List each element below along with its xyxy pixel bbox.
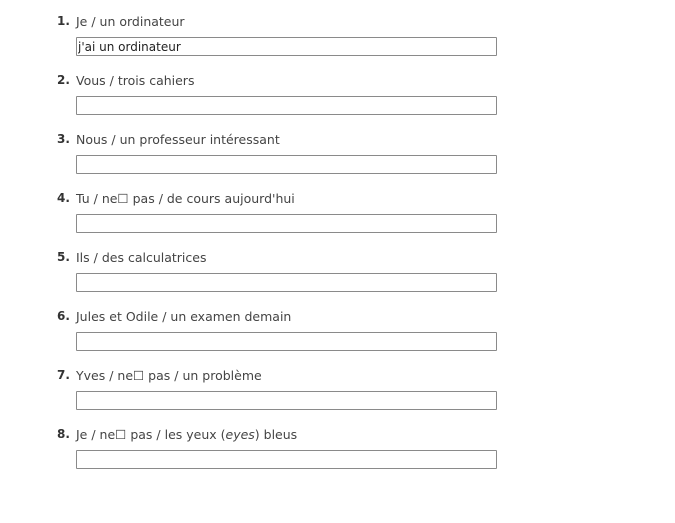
- item-prompt: Nous / un professeur intéressant: [76, 132, 280, 147]
- exercise-item-3: [0, 118, 675, 177]
- exercise-item-5: [0, 236, 675, 295]
- item-number: 3.: [57, 132, 70, 146]
- item-number: 8.: [57, 427, 70, 441]
- item-number: 2.: [57, 73, 70, 87]
- exercise-item-1: [0, 0, 675, 59]
- item-prompt: Tu / ne☐ pas / de cours aujourd'hui: [76, 191, 295, 206]
- item-prompt: Je / un ordinateur: [76, 14, 185, 29]
- prompt-text-before: Je / ne☐ pas / les yeux (: [76, 427, 226, 442]
- answer-input-4[interactable]: [76, 214, 497, 233]
- answer-input-7[interactable]: [76, 391, 497, 410]
- item-prompt: Jules et Odile / un examen demain: [76, 309, 292, 324]
- item-prompt: Vous / trois cahiers: [76, 73, 195, 88]
- prompt-text-italic: eyes: [225, 427, 255, 442]
- exercise-item-6: [0, 295, 675, 354]
- item-prompt: [76, 427, 297, 442]
- answer-input-5[interactable]: [76, 273, 497, 292]
- item-number: 4.: [57, 191, 70, 205]
- exercise-item-8: [0, 413, 675, 472]
- prompt-text-after: ) bleus: [254, 427, 298, 442]
- item-number: 6.: [57, 309, 70, 323]
- item-number: 1.: [57, 14, 70, 28]
- answer-input-1[interactable]: [76, 37, 497, 56]
- exercise-item-7: [0, 354, 675, 413]
- answer-input-3[interactable]: [76, 155, 497, 174]
- item-prompt: Yves / ne☐ pas / un problème: [76, 368, 262, 383]
- item-prompt: Ils / des calculatrices: [76, 250, 207, 265]
- item-number: 5.: [57, 250, 70, 264]
- exercise-item-2: [0, 59, 675, 118]
- answer-input-6[interactable]: [76, 332, 497, 351]
- exercise-item-4: [0, 177, 675, 236]
- item-number: 7.: [57, 368, 70, 382]
- answer-input-8[interactable]: [76, 450, 497, 469]
- answer-input-2[interactable]: [76, 96, 497, 115]
